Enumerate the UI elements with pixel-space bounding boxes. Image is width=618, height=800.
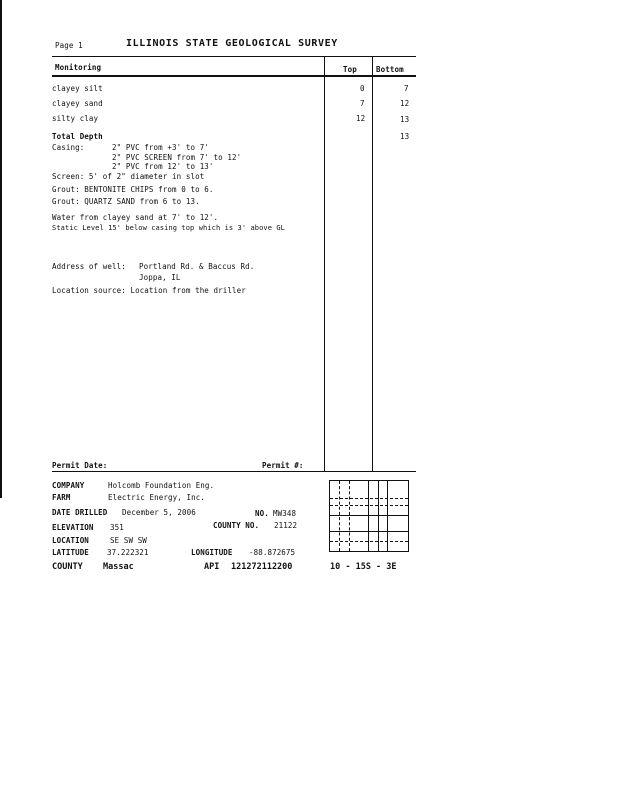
company-value: Holcomb Foundation Eng. [108, 481, 215, 490]
column-header-bottom: Bottom [376, 65, 404, 74]
grid-dashed-line [330, 505, 408, 506]
section-location-grid [329, 480, 409, 552]
grid-line [330, 515, 408, 516]
latitude-value: 37.222321 [107, 548, 149, 557]
address-label: Address of well: [52, 262, 126, 271]
address-line-2: Joppa, IL [139, 273, 181, 282]
location-value: SE SW SW [110, 536, 147, 545]
total-depth-label: Total Depth [52, 132, 103, 141]
permit-date-label: Permit Date: [52, 461, 108, 470]
note-line: Casing: 2" PVC from +3' to 7' [52, 143, 209, 152]
layer-name: silty clay [52, 114, 99, 123]
column-divider-top [324, 57, 325, 471]
layer-name: clayey sand [52, 99, 103, 108]
layer-bottom: 12 [400, 99, 410, 108]
column-divider-bottom [372, 57, 373, 471]
header-bottom-rule [52, 75, 416, 77]
column-header-top: Top [343, 65, 357, 74]
county-number-value: 21122 [274, 521, 298, 530]
header-top-rule [52, 56, 416, 57]
township-range: 10 - 15S - 3E [330, 562, 397, 572]
location-label: LOCATION [52, 536, 89, 545]
footer-top-rule [52, 471, 416, 472]
layer-bottom: 13 [400, 115, 410, 124]
page-left-edge [0, 0, 2, 498]
note-line: Water from clayey sand at 7' to 12'. [52, 213, 219, 222]
note-line: Grout: BENTONITE CHIPS from 0 to 6. [52, 185, 214, 194]
report-title: ILLINOIS STATE GEOLOGICAL SURVEY [126, 38, 338, 49]
grid-dashed-line [330, 541, 408, 542]
address-line-1: Portland Rd. & Baccus Rd. [139, 262, 255, 271]
longitude-value: -88.872675 [249, 548, 296, 557]
longitude-label: LONGITUDE [191, 548, 233, 557]
farm-value: Electric Energy, Inc. [108, 493, 205, 502]
page-label: Page 1 [55, 41, 83, 50]
api-value: 121272112200 [231, 562, 293, 572]
note-line: Grout: QUARTZ SAND from 6 to 13. [52, 197, 200, 206]
location-source: Location source: Location from the driller [52, 286, 246, 295]
note-line: 2" PVC SCREEN from 7' to 12' [52, 153, 242, 162]
farm-label: FARM [52, 493, 71, 502]
grid-line [330, 531, 408, 532]
layer-top: 0 [360, 84, 365, 93]
county-label: COUNTY [52, 562, 83, 572]
date-drilled-label: DATE DRILLED [52, 508, 108, 517]
note-line: 2" PVC from 12' to 13' [52, 162, 214, 171]
county-number-label: COUNTY NO. [213, 521, 260, 530]
layer-top: 12 [356, 114, 366, 123]
company-label: COMPANY [52, 481, 85, 490]
note-line: Screen: 5' of 2" diameter in slot [52, 172, 205, 181]
well-number-label: NO. [255, 509, 269, 518]
elevation-label: ELEVATION [52, 523, 94, 532]
layer-bottom: 7 [404, 84, 409, 93]
permit-number-label: Permit #: [262, 461, 304, 470]
note-line: Static Level 15' below casing top which is 3' above GL [52, 224, 285, 232]
total-depth-value: 13 [400, 132, 410, 141]
column-header-monitoring: Monitoring [55, 63, 102, 72]
county-value: Massac [103, 562, 134, 572]
latitude-label: LATITUDE [52, 548, 89, 557]
grid-dashed-line [330, 498, 408, 499]
date-drilled-value: December 5, 2006 [122, 508, 196, 517]
layer-top: 7 [360, 99, 365, 108]
api-label: API [204, 562, 220, 572]
layer-name: clayey silt [52, 84, 103, 93]
well-number-value: MW348 [273, 509, 297, 518]
elevation-value: 351 [110, 523, 124, 532]
